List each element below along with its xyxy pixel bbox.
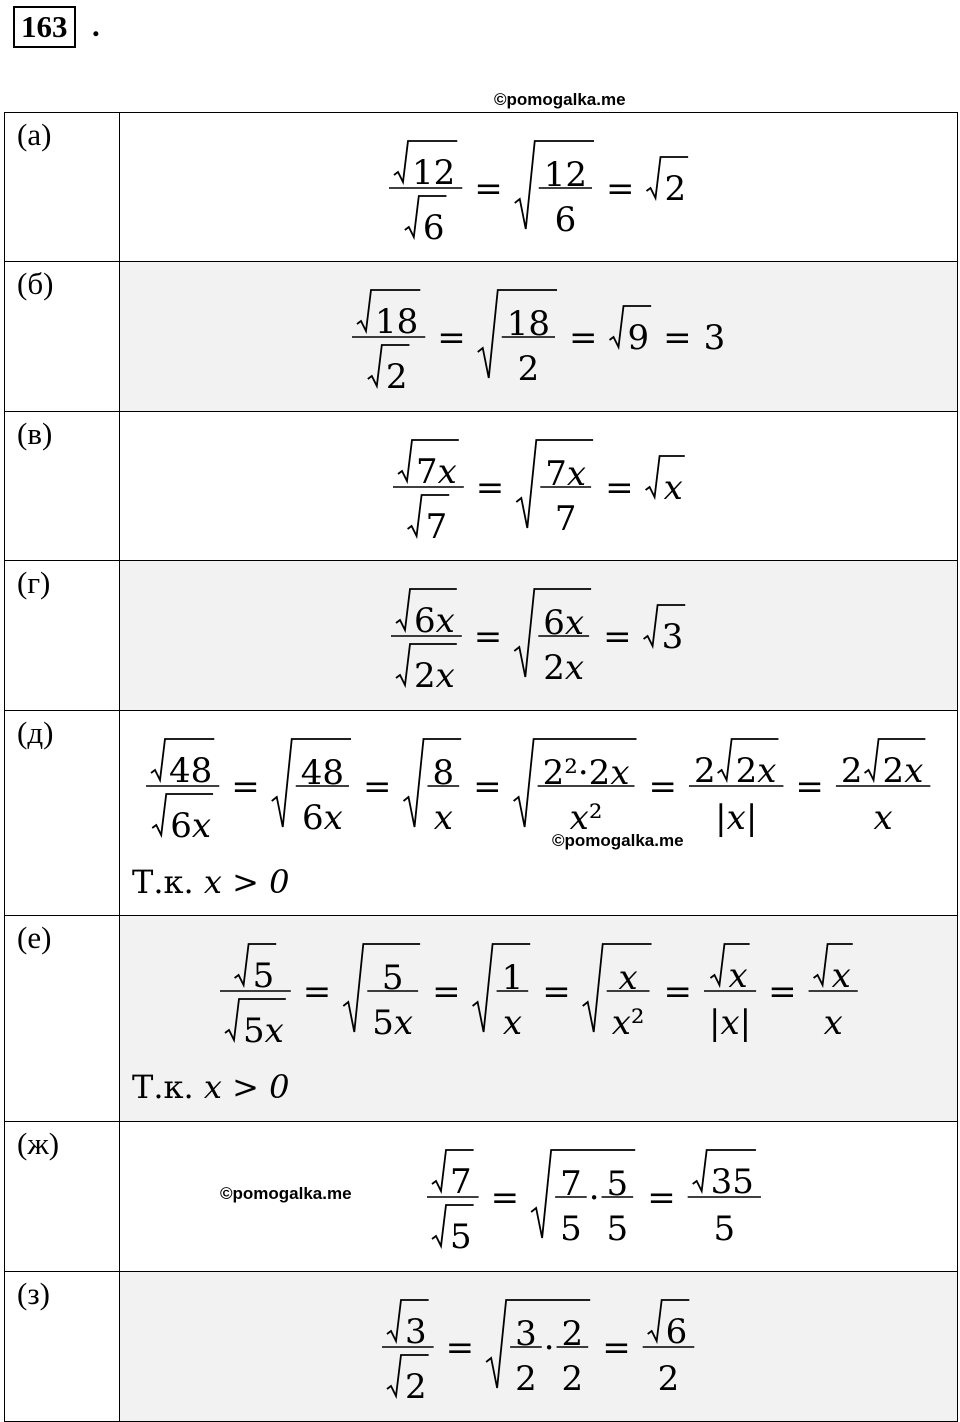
equation: [120, 1126, 957, 1268]
radicand: x: [663, 468, 683, 508]
equation-svg: [422, 1126, 766, 1268]
row-label: (а): [5, 113, 120, 262]
equals-sign: =: [302, 972, 331, 1012]
denominator: 2: [515, 1359, 537, 1399]
numerator: 12: [543, 155, 587, 195]
radicand: 2: [385, 357, 407, 397]
numerator: 5: [381, 958, 404, 998]
row-zh: [5, 1122, 958, 1272]
solutions-table: [4, 112, 958, 1422]
numerator: 7x: [544, 454, 586, 494]
row-v: [5, 412, 958, 561]
equation: [120, 266, 957, 408]
row-expression: [120, 711, 958, 916]
equals-sign: =: [795, 767, 824, 807]
denominator: 2x: [543, 648, 585, 688]
radicand: 7x: [415, 452, 457, 492]
equals-sign: =: [648, 767, 677, 807]
equals-sign: =: [605, 169, 635, 209]
denominator: 5: [559, 1209, 582, 1249]
row-e: [5, 916, 958, 1122]
equals-sign: =: [663, 972, 692, 1012]
radicand: 5: [252, 956, 274, 996]
note-condition: x > 0: [193, 1068, 290, 1106]
math-term: 5: [712, 1209, 735, 1249]
denominator: x²: [611, 1003, 645, 1043]
radicand: 48: [169, 751, 213, 791]
math-term: x: [823, 1003, 843, 1043]
equation-svg: [386, 565, 691, 707]
equation: [120, 565, 957, 707]
equals-sign: =: [473, 617, 503, 657]
denominator: 7: [554, 499, 577, 539]
radicand: 2x: [735, 751, 777, 791]
row-a: [5, 113, 958, 262]
row-z: [5, 1272, 958, 1422]
numerator: 7: [559, 1164, 582, 1204]
numerator: 2: [561, 1314, 584, 1354]
radicand: 6: [422, 208, 444, 248]
row-label: (б): [5, 262, 120, 412]
equation-svg: [347, 266, 731, 408]
row-expression: [120, 1122, 958, 1272]
dot-operator: ·: [588, 1178, 600, 1218]
radicand: 5: [449, 1217, 472, 1257]
equals-sign: =: [767, 972, 797, 1012]
equals-sign: =: [662, 318, 692, 358]
row-expression: [120, 113, 958, 262]
radicand: x: [831, 956, 851, 996]
row-label: (в): [5, 412, 120, 561]
denominator: 6x: [301, 798, 343, 838]
row-expression: [120, 561, 958, 711]
equals-sign: =: [490, 1178, 519, 1218]
radicand: 2: [664, 169, 686, 209]
row-label: (д): [5, 711, 120, 916]
row-d: [5, 711, 958, 916]
equation: [120, 117, 957, 259]
radicand: 6x: [170, 806, 212, 846]
equals-sign: =: [431, 972, 461, 1012]
problem-number-dot: .: [92, 8, 100, 43]
equals-sign: =: [602, 1328, 631, 1368]
denominator: 5x: [371, 1003, 413, 1043]
denominator: 2: [561, 1359, 584, 1399]
row-expression: [120, 1272, 958, 1422]
radicand: x: [727, 956, 748, 996]
row-g: [5, 561, 958, 711]
dot-operator: ·: [543, 1328, 555, 1368]
condition-note: [132, 1068, 289, 1106]
equation-svg: [141, 715, 936, 857]
radicand: 3: [661, 617, 684, 657]
equals-sign: =: [363, 767, 392, 807]
equals-sign: =: [604, 468, 634, 508]
denominator: x²: [569, 798, 603, 838]
math-term: |x|: [715, 798, 758, 838]
radicand: 7: [425, 507, 447, 547]
row-expression: [120, 916, 958, 1122]
denominator: x: [433, 798, 453, 838]
row-label: (г): [5, 561, 120, 711]
math-term: |x|: [708, 1003, 751, 1043]
note-prefix: Т.к.: [132, 863, 194, 901]
radicand: 3: [405, 1312, 427, 1352]
radicand: 12: [411, 153, 455, 193]
numerator: x: [618, 958, 638, 998]
equation: [120, 715, 957, 857]
radicand: 9: [627, 318, 649, 358]
equation-svg: [388, 416, 690, 558]
row-label: (з): [5, 1272, 120, 1422]
numerator: 48: [300, 753, 345, 793]
equation-svg: [377, 1276, 700, 1418]
equals-sign: =: [473, 169, 503, 209]
equation: [120, 920, 957, 1062]
row-expression: [120, 262, 958, 412]
math-term: x: [873, 798, 893, 838]
math-term: 3: [703, 318, 725, 358]
equation: [120, 1276, 957, 1418]
radicand: 7: [449, 1162, 472, 1202]
numerator: 18: [506, 304, 550, 344]
denominator: 6: [554, 200, 576, 240]
equals-sign: =: [445, 1328, 475, 1368]
denominator: 5: [606, 1209, 628, 1249]
radicand: 2x: [882, 751, 924, 791]
radicand: 5x: [242, 1011, 284, 1051]
equals-sign: =: [231, 767, 260, 807]
numerator: 6x: [543, 603, 585, 643]
equation: [120, 416, 957, 558]
radicand: 6x: [414, 601, 455, 641]
radicand: 2: [405, 1367, 427, 1407]
watermark: ©pomogalka.me: [552, 831, 684, 850]
problem-number: 163: [13, 6, 76, 48]
radicand: 6: [665, 1312, 688, 1352]
numerator: 8: [432, 753, 455, 793]
equals-sign: =: [475, 468, 504, 508]
condition-note: [132, 863, 289, 901]
numerator: 2²·2x: [542, 753, 630, 793]
equals-sign: =: [603, 617, 632, 657]
radicand: 18: [374, 302, 418, 342]
row-b: [5, 262, 958, 412]
math-term: 2: [657, 1359, 680, 1399]
equals-sign: =: [473, 767, 502, 807]
equation-svg: [215, 920, 863, 1062]
numerator: 5: [606, 1164, 628, 1204]
note-prefix: Т.к.: [132, 1068, 194, 1106]
denominator: 2: [517, 349, 539, 389]
radicand: 35: [710, 1162, 754, 1202]
equals-sign: =: [568, 318, 598, 358]
equals-sign: =: [436, 318, 466, 358]
denominator: x: [502, 1003, 522, 1043]
radicand: 2x: [414, 656, 455, 696]
watermark: ©pomogalka.me: [220, 1184, 352, 1203]
numerator: 1: [501, 958, 523, 998]
coefficient: 2: [693, 751, 716, 791]
equation-svg: [384, 117, 694, 259]
numerator: 3: [515, 1314, 537, 1354]
watermark: ©pomogalka.me: [494, 90, 626, 109]
note-condition: x > 0: [193, 863, 290, 901]
equals-sign: =: [541, 972, 571, 1012]
coefficient: 2: [840, 751, 863, 791]
row-label: (е): [5, 916, 120, 1122]
row-expression: [120, 412, 958, 561]
equals-sign: =: [646, 1178, 676, 1218]
row-label: (ж): [5, 1122, 120, 1272]
